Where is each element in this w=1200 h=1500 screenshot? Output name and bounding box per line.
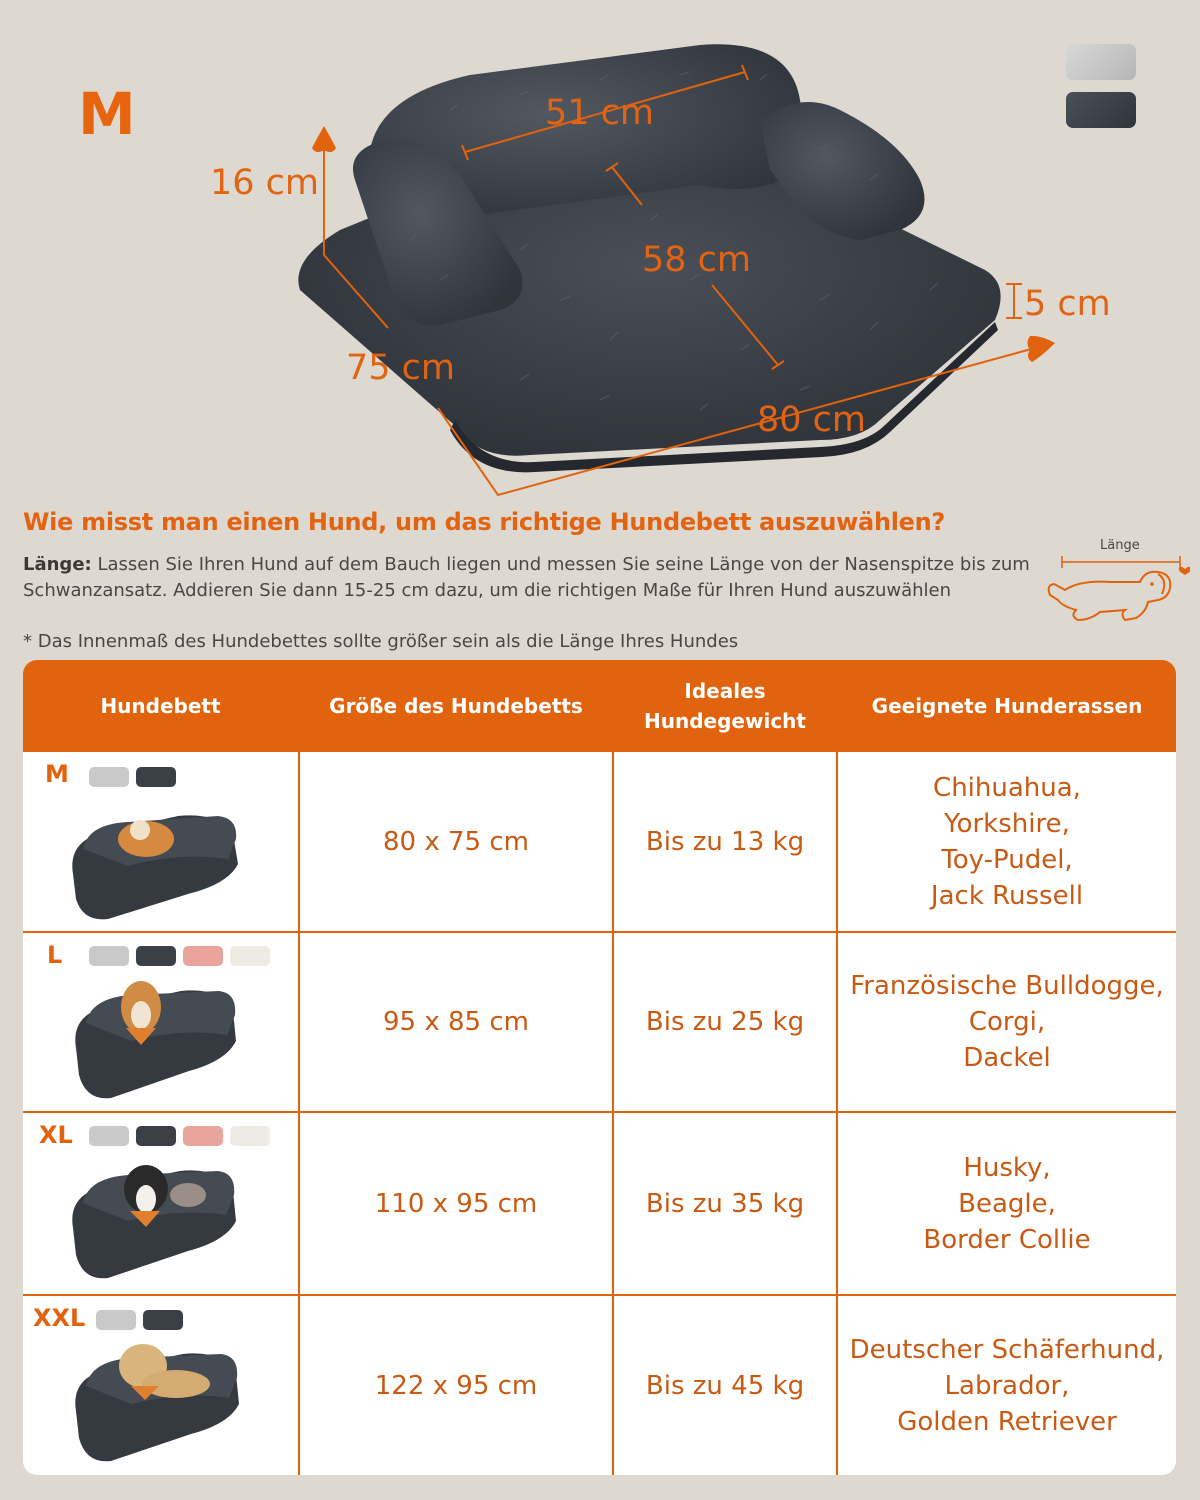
guide-note: * Das Innenmaß des Hundebettes sollte größer sein als die Länge Ihres Hundes <box>23 631 739 652</box>
breed: Jack Russell <box>930 880 1084 911</box>
row-m-weight: Bis zu 13 kg <box>645 826 805 857</box>
row-xl-weight: Bis zu 35 kg <box>645 1188 805 1219</box>
swatch-dark-grey[interactable] <box>136 1126 176 1146</box>
row-xl-size: 110 x 95 cm <box>374 1188 538 1219</box>
breed: Border Collie <box>923 1224 1091 1255</box>
breed: Husky, <box>963 1152 1051 1183</box>
header-breeds: Geeignete Hunderassen <box>871 694 1143 718</box>
swatch-dark-grey[interactable] <box>143 1310 183 1330</box>
row-l-weight: Bis zu 25 kg <box>645 1007 805 1037</box>
swatch-cream[interactable] <box>230 946 270 966</box>
table-header <box>23 660 1176 752</box>
product-photo-l <box>71 973 241 1103</box>
length-description: Lassen Sie Ihren Hund auf dem Bauch liegen und messen Sie seine Länge von der Nasenspitze bis zum Schwanzansatz. Addieren Sie dann 15-25 cm dazu, um die richtigen Maße für Ihren Hund auszuwählen <box>23 554 1030 601</box>
dimension-depth: 75 cm <box>346 348 455 388</box>
table-row-xxl <box>23 1296 298 1475</box>
swatch-light-grey[interactable] <box>89 1126 129 1146</box>
breed: Deutscher Schäferhund, <box>849 1334 1165 1365</box>
length-label: Länge: <box>23 554 92 575</box>
table-row-l <box>23 933 298 1111</box>
breed: Beagle, <box>958 1188 1056 1219</box>
row-size-label: XL <box>39 1121 73 1149</box>
row-m-size: 80 x 75 cm <box>383 826 529 857</box>
breed: Corgi, <box>968 1007 1046 1037</box>
table-row-xl <box>23 1113 298 1294</box>
size-badge: M <box>78 80 136 148</box>
breed: Französische Bulldogge, <box>850 971 1164 1001</box>
row-xxl-size: 122 x 95 cm <box>374 1370 538 1401</box>
size-table <box>23 660 1176 1475</box>
header-bed: Hundebett <box>100 694 221 718</box>
dog-length-illustration <box>1040 540 1190 630</box>
row-l-size: 95 x 85 cm <box>383 1007 529 1037</box>
product-photo-xl <box>68 1153 243 1283</box>
header-size: Größe des Hundebetts <box>329 694 583 718</box>
swatch-light-grey[interactable] <box>96 1310 136 1330</box>
dimension-width: 80 cm <box>757 400 866 440</box>
bed-illustration <box>0 0 1200 500</box>
breed: Labrador, <box>944 1370 1070 1401</box>
swatch-pink[interactable] <box>183 946 223 966</box>
swatch-dark-grey[interactable] <box>136 946 176 966</box>
breed: Chihuahua, <box>933 772 1081 803</box>
illustration-length-label: Länge <box>1100 538 1140 553</box>
breed: Toy-Pudel, <box>941 844 1073 875</box>
swatch-cream[interactable] <box>230 1126 270 1146</box>
row-size-label: M <box>45 760 69 788</box>
product-photo-xxl <box>71 1336 246 1466</box>
row-l-breeds <box>838 933 1176 1111</box>
breed: Dackel <box>963 1043 1051 1073</box>
breed: Yorkshire, <box>944 808 1070 839</box>
dimension-inner-depth: 58 cm <box>642 240 751 280</box>
table-row-m <box>23 752 298 931</box>
guide-length-text <box>23 552 1063 604</box>
swatch-pink[interactable] <box>183 1126 223 1146</box>
breed: Golden Retriever <box>897 1406 1117 1437</box>
row-size-label: L <box>47 941 63 969</box>
dimension-base-height: 5 cm <box>1024 284 1111 324</box>
row-xxl-breeds <box>838 1296 1176 1475</box>
row-m-breeds <box>838 752 1176 931</box>
guide-heading: Wie misst man einen Hund, um das richtige Hundebett auszuwählen? <box>23 508 946 536</box>
dimension-height: 16 cm <box>210 163 319 203</box>
row-size-label: XXL <box>33 1304 86 1332</box>
product-photo-m <box>68 804 243 924</box>
swatch-light-grey[interactable] <box>89 946 129 966</box>
row-xl-breeds <box>838 1113 1176 1294</box>
header-weight: Ideales Hundegewicht <box>644 679 806 733</box>
dimension-inner-width: 51 cm <box>545 93 654 133</box>
swatch-dark-grey[interactable] <box>136 767 176 787</box>
row-xxl-weight: Bis zu 45 kg <box>645 1370 805 1401</box>
swatch-light-grey[interactable] <box>89 767 129 787</box>
